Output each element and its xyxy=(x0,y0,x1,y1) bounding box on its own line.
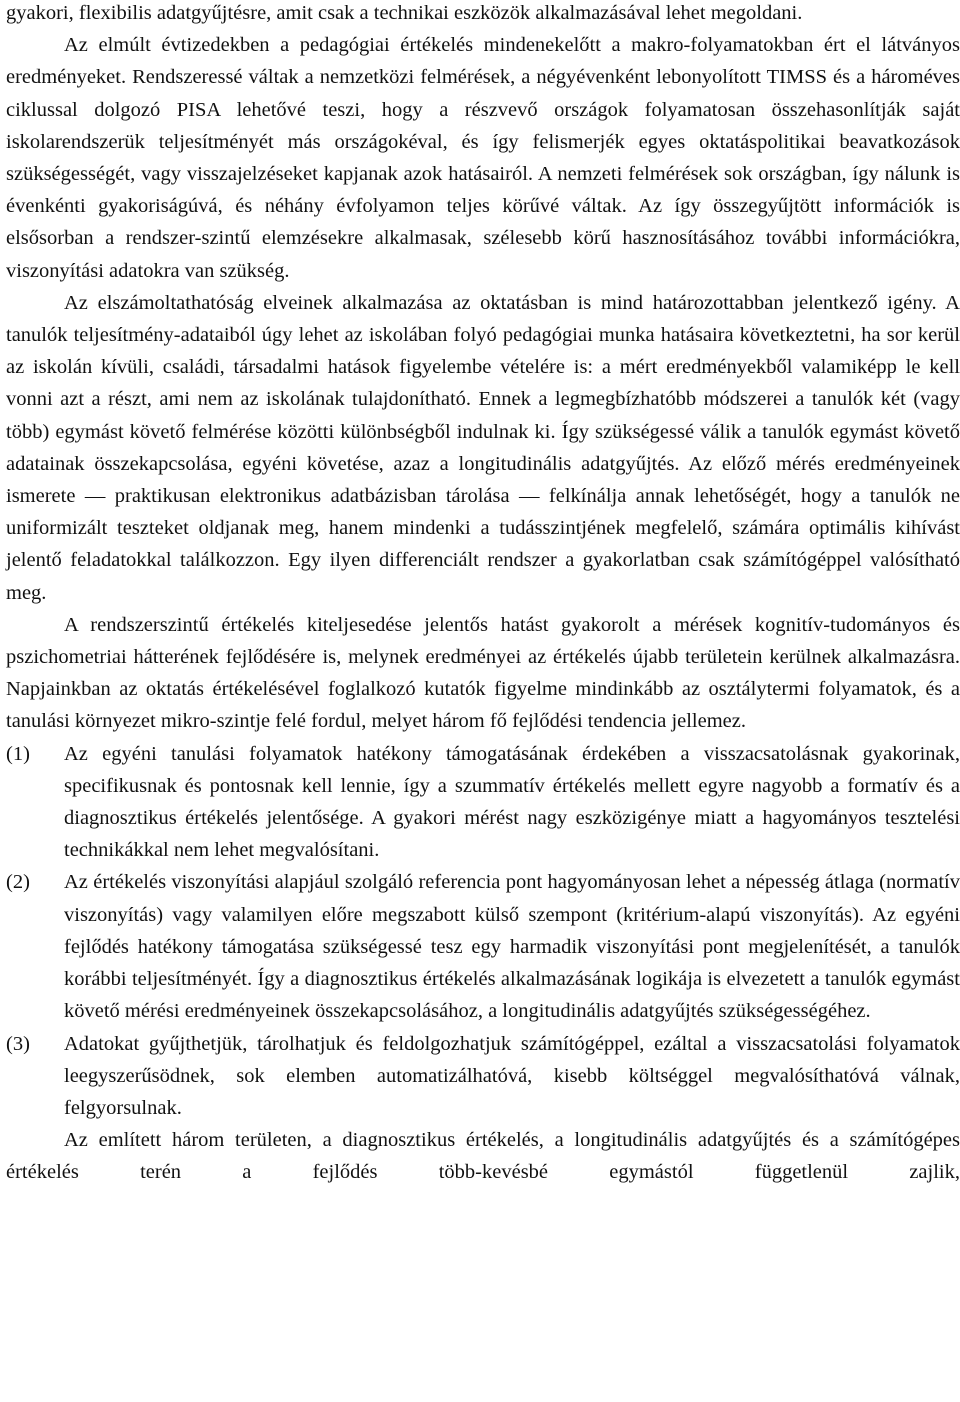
list-item-1 xyxy=(6,738,960,867)
paragraph-system-evaluation: A rendszerszintű értékelés kiteljesedése jelentős hatást gyakorolt a mérések kognitív-tudományos és pszichometriai hátterének fejlődésére is, melynek eredményei az értékelés újabb területein kerülnek alkalmazásra. Napjainkban az oktatás értékelésével foglalkozó kutatók figyelme mindinkább az osztálytermi folyamatok, és a tanulási környezet mikro-szintje felé fordul, melyet három fő fejlődési tendencia jellemez. xyxy=(6,613,960,733)
paragraph-closing: Az említett három területen, a diagnosztikus értékelés, a longitudinális adatgyűjtés és a számítógépes értékelés terén a fejlődés több-kevésbé egymástól függetlenül zajlik, xyxy=(6,1129,960,1184)
paragraph-macro-processes: Az elmúlt évtizedekben a pedagógiai értékelés mindenekelőtt a makro-folyamatokban ért el látványos eredményeket. Rendszeressé váltak a nemzetközi felmérések, a négyévenként lebonyolított TIMSS és a hároméves ciklussal dolgozó PISA lehetővé teszi, hogy a részvevő országok folyamatosan összehasonlítják saját iskolarendszerük teljesítményét más országokéval, és így felismerjék egyes oktatáspolitikai beavatkozások szükségességét, vagy visszajelzéseket kapjanak azok hatásairól. A nemzeti felmérések sok országban, így nálunk is évenkénti gyakoriságúvá, és néhány évfolyamon teljes körűvé váltak. Az így összegyűjtött információk is elsősorban a rendszer-szintű elemzésekre alkalmasak, szélesebb körű hasznosításához további információkra, viszonyítási adatokra van szükség. xyxy=(6,34,960,282)
list-number: (3) xyxy=(6,1032,30,1055)
list-item-text: Adatokat gyűjthetjük, tárolhatjuk és feldolgozhatjuk számítógéppel, ezáltal a visszacsatolási folyamatok leegyszerűsödnek, sok elemben automatizálhatóvá, kisebb költséggel megvalósíthatóvá válnak, felgyorsulnak. xyxy=(64,1032,960,1119)
paragraph-accountability: Az elszámoltathatóság elveinek alkalmazása az oktatásban is mind határozottabban jelentkező igény. A tanulók teljesítmény-adataiból úgy lehet az iskolában folyó pedagógiai munka hatásaira következtetni, ha sor kerül az iskolán kívüli, családi, társadalmi hatások figyelembe vételére is: a mért eredményekből valamiképp le kell vonni azt a részt, ami nem az iskolának tulajdonítható. Ennek a legmegbízhatóbb módszerei a tanulók két (vagy több) egymást követő felmérése közötti különbségből indulnak ki. Így szükségessé válik a tanulók egymást követő adatainak összekapcsolása, egyéni követése, azaz a longitudinális adatgyűjtés. Az előző mérés eredményeinek ismerete — praktikusan elektronikus adatbázisban tárolása — felkínálja annak lehetőségét, hogy a tanulók ne uniformizált teszteket oldjanak meg, hanem mindenki a tudásszintjének megfelelő, számára optimális kihívást jelentő feladatokkal találkozzon. Egy ilyen differenciált rendszer a gyakorlatban csak számítógéppel valósítható meg. xyxy=(6,291,960,604)
list-number: (1) xyxy=(6,742,30,765)
document-page xyxy=(6,0,960,1189)
list-item-text: Az egyéni tanulási folyamatok hatékony támogatásának érdekében a visszacsatolásnak gyakorinak, specifikusnak és pontosnak kell lennie, így a szummatív értékelés mellett egyre nagyobb a formatív és a diagnosztikus értékelés jelentősége. A gyakori mérést nagy eszközigénye miatt a hagyományos tesztelési technikákkal nem lehet megvalósítani. xyxy=(64,742,960,862)
list-item-3 xyxy=(6,1028,960,1125)
list-item-2 xyxy=(6,866,960,1027)
list-number: (2) xyxy=(6,871,30,894)
list-item-text: Az értékelés viszonyítási alapjául szolgáló referencia pont hagyományosan lehet a népesség átlaga (normatív viszonyítás) vagy valamilyen előre megszabott külső szempont (kritérium-alapú viszonyítás). Az egyéni fejlődés hatékony támogatása szükségessé tesz egy harmadik viszonyítási pont megjelenítését, a tanulók korábbi teljesítményét. Így a diagnosztikus értékelés alkalmazásának logikája is elvezetett a tanulók egymást követő mérési eredményeinek összekapcsolásához, a longitudinális adatgyűjtés szükségességéhez. xyxy=(64,871,960,1023)
paragraph-continuation: gyakori, flexibilis adatgyűjtésre, amit csak a technikai eszközök alkalmazásával lehet megoldani. xyxy=(6,2,803,24)
